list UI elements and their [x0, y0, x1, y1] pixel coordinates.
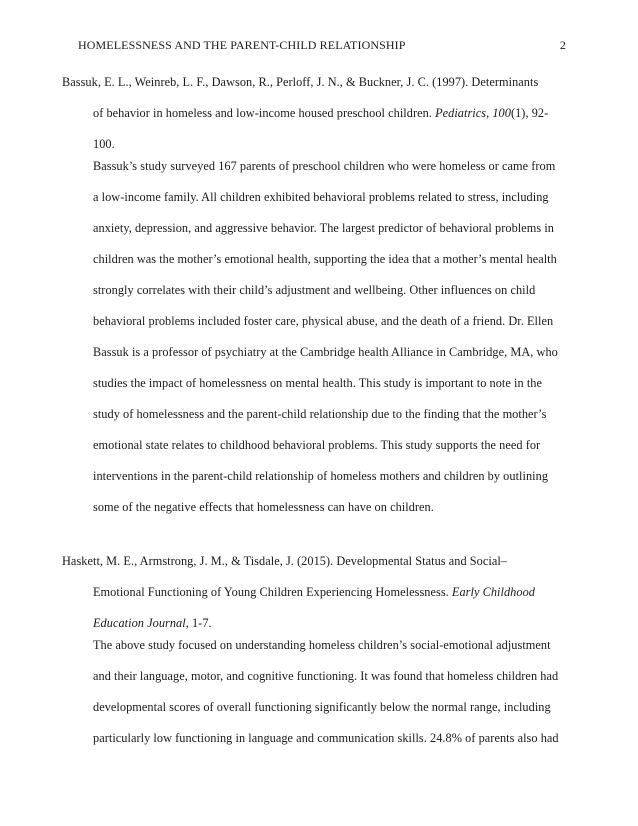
- annotation-line: study of homelessness and the parent-child relationship due to the finding that the mother’s: [93, 407, 547, 421]
- journal-title: Early Childhood: [451, 585, 535, 599]
- annotation-line: anxiety, depression, and aggressive behavior. The largest predictor of behavioral problems in: [93, 221, 554, 235]
- running-head: HOMELESSNESS AND THE PARENT-CHILD RELATIONSHIP: [78, 38, 406, 52]
- annotation-line: a low-income family. All children exhibited behavioral problems related to stress, including: [93, 190, 549, 204]
- citation-line: [93, 615, 212, 631]
- annotation-line: and their language, motor, and cognitive functioning. It was found that homeless children had: [93, 669, 559, 683]
- annotation-line: Bassuk is a professor of psychiatry at the Cambridge health Alliance in Cambridge, MA, who: [93, 345, 558, 359]
- annotation-line: strongly correlates with their child’s adjustment and wellbeing. Other influences on child: [93, 283, 536, 297]
- journal-title: Education Journal: [93, 616, 186, 630]
- page-header: [78, 38, 566, 56]
- citation-line: [93, 105, 548, 121]
- page-number: 2: [559, 38, 566, 52]
- annotation-line: some of the negative effects that homelessness can have on children.: [93, 500, 434, 514]
- annotation-line: particularly low functioning in language and communication skills. 24.8% of parents also had: [93, 731, 559, 745]
- citation-text: Emotional Functioning of Young Children Experiencing Homelessness.: [93, 585, 452, 599]
- citation-line: 100.: [93, 137, 115, 151]
- annotation-line: behavioral problems included foster care, physical abuse, and the death of a friend. Dr. Ellen: [93, 314, 554, 328]
- annotation-line: developmental scores of overall functioning significantly below the normal range, including: [93, 700, 551, 714]
- journal-title: Pediatrics, 100: [435, 106, 511, 120]
- citation-text: of behavior in homeless and low-income housed preschool children.: [93, 106, 436, 120]
- annotation-line: children was the mother’s emotional health, supporting the idea that a mother’s mental health: [93, 252, 557, 266]
- citation-text: , 1-7.: [185, 616, 212, 630]
- annotation-line: interventions in the parent-child relationship of homeless mothers and children by outlining: [93, 469, 549, 483]
- citation-text: (1), 92-: [510, 106, 549, 120]
- annotation-line: Bassuk’s study surveyed 167 parents of preschool children who were homeless or came from: [93, 159, 556, 173]
- citation-line: [93, 584, 535, 600]
- annotation-line: emotional state relates to childhood behavioral problems. This study supports the need for: [93, 438, 541, 452]
- citation-line: Haskett, M. E., Armstrong, J. M., & Tisdale, J. (2015). Developmental Status and Social–: [62, 554, 508, 568]
- annotation-line: studies the impact of homelessness on mental health. This study is important to note in the: [93, 376, 542, 390]
- annotation-line: The above study focused on understanding homeless children’s social-emotional adjustment: [93, 638, 551, 652]
- citation-line: Bassuk, E. L., Weinreb, L. F., Dawson, R., Perloff, J. N., & Buckner, J. C. (1997). Determinants: [62, 75, 539, 89]
